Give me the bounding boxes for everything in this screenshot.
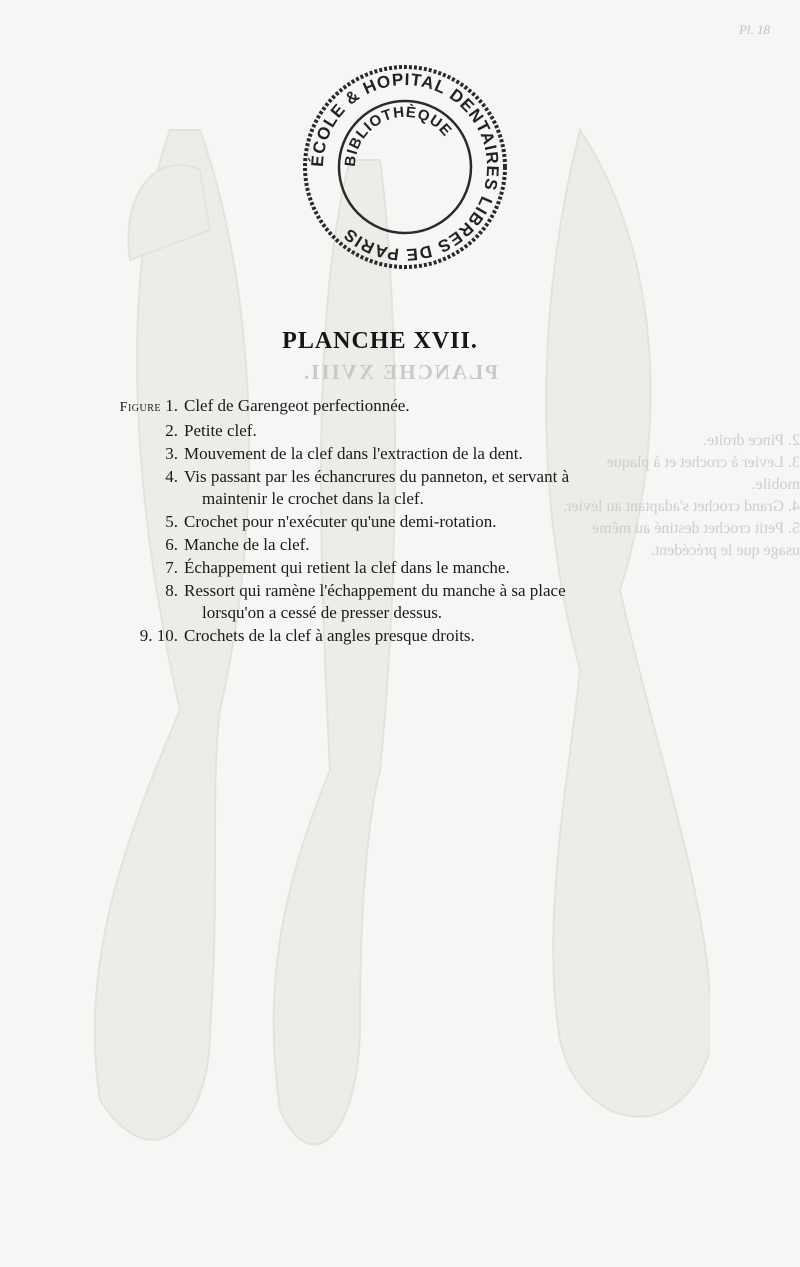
legend-text: Clef de Garengeot perfectionnée. xyxy=(184,396,410,415)
legend-number: 6. xyxy=(165,535,178,554)
legend-text: Petite clef. xyxy=(184,421,257,440)
legend-item xyxy=(93,442,673,465)
legend-item xyxy=(93,419,673,442)
legend-text: Manche de la clef. xyxy=(184,535,310,554)
legend-text: Vis passant par les échancrures du panneton, et servant à xyxy=(184,467,570,486)
show-through-title: PLANCHE XVIII. xyxy=(301,360,499,384)
legend-text: Ressort qui ramène l'échappement du manche à sa place xyxy=(184,581,566,600)
legend-text: Crochet pour n'exécuter qu'une demi-rotation. xyxy=(184,512,497,531)
stamp-outer-text: ÉCOLE & HOPITAL DENTAIRES LIBRES DE PARIS xyxy=(307,69,503,265)
library-stamp-seal xyxy=(300,62,510,272)
svg-text:BIBLIOTHÈQUE xyxy=(342,104,456,168)
legend-number: Figure 1. xyxy=(119,396,178,415)
legend-item xyxy=(93,533,673,556)
plate-title: PLANCHE XVII. xyxy=(282,328,478,354)
legend-number: 2. xyxy=(165,421,178,440)
legend-number: 7. xyxy=(165,558,178,577)
show-through-line: 3. Levier à crochet et à plaque mobile. xyxy=(606,454,800,493)
legend-text: Crochets de la clef à angles presque droits. xyxy=(184,626,475,645)
legend-number: 3. xyxy=(165,444,178,463)
svg-text:ÉCOLE & HOPITAL DENTAIRES LIBR xyxy=(308,70,502,264)
stamp-inner-text: BIBLIOTHÈQUE xyxy=(341,103,456,168)
legend-number: 9. 10. xyxy=(139,626,178,645)
figure-legend xyxy=(93,394,673,647)
legend-item xyxy=(93,510,673,533)
legend-number: 8. xyxy=(165,581,178,600)
legend-continuation: lorsqu'on a cessé de presser dessus. xyxy=(202,603,443,622)
legend-item xyxy=(93,624,673,647)
corner-plate-mark: Pl. 18 xyxy=(738,22,770,37)
legend-item xyxy=(93,465,673,488)
legend-text: Mouvement de la clef dans l'extraction de la dent. xyxy=(184,444,523,463)
show-through-line: 4. Grand crochet s'adaptant au levier. xyxy=(562,498,800,515)
legend-item xyxy=(93,556,673,579)
legend-number: 4. xyxy=(165,467,178,486)
legend-item xyxy=(93,394,673,419)
legend-number: 5. xyxy=(165,512,178,531)
show-through-line: 2. Pince droite. xyxy=(703,432,800,449)
legend-item xyxy=(93,579,673,602)
legend-text: Échappement qui retient la clef dans le manche. xyxy=(184,558,510,577)
show-through-line: 5. Petit crochet destiné au même usage que le précédent. xyxy=(592,520,800,559)
figure-label: Figure xyxy=(119,400,161,415)
legend-continuation: maintenir le crochet dans la clef. xyxy=(202,489,424,508)
